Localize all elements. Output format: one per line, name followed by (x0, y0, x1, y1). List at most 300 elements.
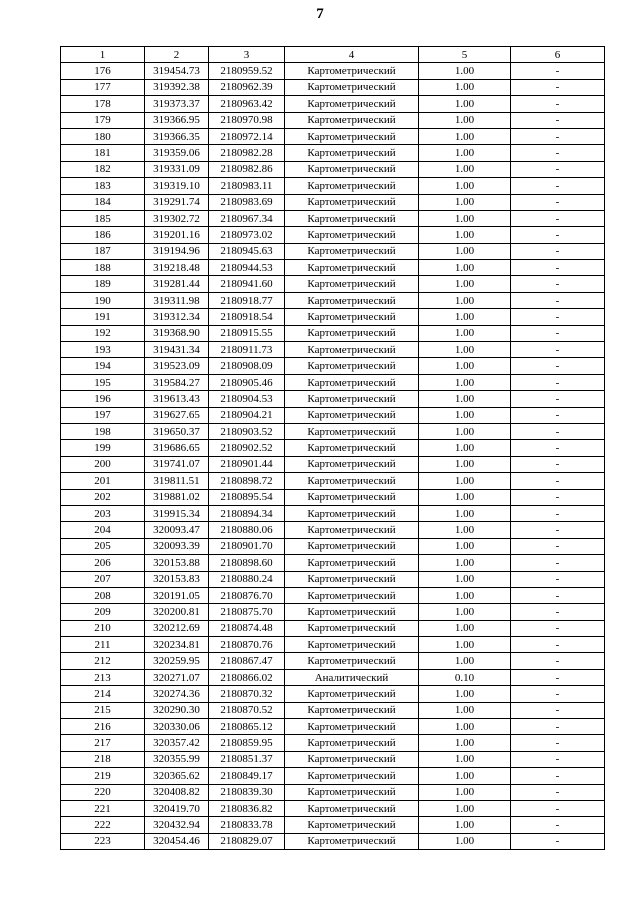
table-cell: Картометрический (285, 243, 419, 259)
table-row (61, 309, 605, 325)
table-cell: 222 (61, 817, 145, 833)
table-cell: 206 (61, 555, 145, 571)
table-cell: - (511, 784, 605, 800)
table-cell: 319311.98 (145, 292, 209, 308)
table-cell: 202 (61, 489, 145, 505)
table-row (61, 538, 605, 554)
table-cell: Картометрический (285, 538, 419, 554)
table-cell: 1.00 (419, 833, 511, 849)
table-cell: 1.00 (419, 800, 511, 816)
column-header: 3 (209, 47, 285, 63)
table-cell: 192 (61, 325, 145, 341)
table-cell: 185 (61, 210, 145, 226)
table-cell: 217 (61, 735, 145, 751)
table-row (61, 260, 605, 276)
table-cell: 2180849.17 (209, 768, 285, 784)
table-cell: 199 (61, 440, 145, 456)
table-cell: - (511, 374, 605, 390)
table-cell: 1.00 (419, 112, 511, 128)
table-row (61, 63, 605, 79)
table-cell: Картометрический (285, 800, 419, 816)
table-cell: - (511, 309, 605, 325)
table-cell: - (511, 637, 605, 653)
table-cell: Картометрический (285, 79, 419, 95)
table-cell: 189 (61, 276, 145, 292)
table-cell: 1.00 (419, 358, 511, 374)
table-cell: 2180870.32 (209, 686, 285, 702)
table-cell: 2180880.06 (209, 522, 285, 538)
table-cell: Картометрический (285, 128, 419, 144)
table-cell: 1.00 (419, 63, 511, 79)
table-cell: 182 (61, 161, 145, 177)
table-cell: Картометрический (285, 292, 419, 308)
table-cell: Картометрический (285, 309, 419, 325)
table-cell: 320093.39 (145, 538, 209, 554)
table-cell: 2180982.86 (209, 161, 285, 177)
table-cell: Картометрический (285, 587, 419, 603)
table-cell: 1.00 (419, 194, 511, 210)
table-cell: 1.00 (419, 784, 511, 800)
table-cell: - (511, 391, 605, 407)
table-cell: - (511, 669, 605, 685)
table-cell: 2180905.46 (209, 374, 285, 390)
table-cell: Картометрический (285, 735, 419, 751)
table-row (61, 227, 605, 243)
table-cell: 2180973.02 (209, 227, 285, 243)
table-cell: - (511, 833, 605, 849)
table-cell: Картометрический (285, 145, 419, 161)
table-cell: 319650.37 (145, 423, 209, 439)
table-cell: - (511, 522, 605, 538)
table-cell: 319312.34 (145, 309, 209, 325)
table-cell: 319523.09 (145, 358, 209, 374)
table-cell: Картометрический (285, 473, 419, 489)
table-cell: Картометрический (285, 227, 419, 243)
table-cell: 319454.73 (145, 63, 209, 79)
table-cell: 320408.82 (145, 784, 209, 800)
table-cell: Картометрический (285, 784, 419, 800)
table-row (61, 653, 605, 669)
table-cell: Картометрический (285, 325, 419, 341)
table-cell: 2180911.73 (209, 342, 285, 358)
table-cell: 184 (61, 194, 145, 210)
table-row (61, 440, 605, 456)
table-cell: 193 (61, 342, 145, 358)
table-cell: - (511, 112, 605, 128)
table-cell: - (511, 423, 605, 439)
table-cell: 1.00 (419, 719, 511, 735)
table-cell: 319915.34 (145, 505, 209, 521)
table-cell: 1.00 (419, 96, 511, 112)
table-cell: 1.00 (419, 292, 511, 308)
table-cell: 2180962.39 (209, 79, 285, 95)
table-cell: 319331.09 (145, 161, 209, 177)
table-cell: 2180833.78 (209, 817, 285, 833)
table-cell: 320259.95 (145, 653, 209, 669)
table-cell: 319431.34 (145, 342, 209, 358)
table-cell: - (511, 243, 605, 259)
table-cell: 0.10 (419, 669, 511, 685)
table-cell: 320271.07 (145, 669, 209, 685)
table-row (61, 473, 605, 489)
table-cell: - (511, 63, 605, 79)
table-cell: 319366.95 (145, 112, 209, 128)
table-cell: 208 (61, 587, 145, 603)
table-cell: - (511, 587, 605, 603)
table-cell: Картометрический (285, 112, 419, 128)
table-cell: 319218.48 (145, 260, 209, 276)
table-row (61, 391, 605, 407)
table-cell: 319881.02 (145, 489, 209, 505)
table-cell: 320153.88 (145, 555, 209, 571)
table-cell: 2180915.55 (209, 325, 285, 341)
table-cell: 2180865.12 (209, 719, 285, 735)
table-cell: 1.00 (419, 325, 511, 341)
table-cell: - (511, 325, 605, 341)
table-cell: Картометрический (285, 637, 419, 653)
table-cell: 320290.30 (145, 702, 209, 718)
table-cell: 2180898.60 (209, 555, 285, 571)
table-cell: Картометрический (285, 653, 419, 669)
table-cell: 187 (61, 243, 145, 259)
table-cell: Картометрический (285, 161, 419, 177)
table-cell: 1.00 (419, 505, 511, 521)
table-cell: 2180895.54 (209, 489, 285, 505)
table-cell: 319302.72 (145, 210, 209, 226)
table-cell: Картометрический (285, 522, 419, 538)
table-row (61, 243, 605, 259)
column-header: 1 (61, 47, 145, 63)
table-cell: 200 (61, 456, 145, 472)
table-row (61, 604, 605, 620)
table-cell: 1.00 (419, 817, 511, 833)
table-cell: 2180945.63 (209, 243, 285, 259)
table-cell: 2180901.44 (209, 456, 285, 472)
table-cell: - (511, 145, 605, 161)
table-cell: 1.00 (419, 276, 511, 292)
table-cell: 320093.47 (145, 522, 209, 538)
table-cell: Картометрический (285, 555, 419, 571)
table-cell: 181 (61, 145, 145, 161)
table-cell: Картометрический (285, 456, 419, 472)
table-cell: 320153.83 (145, 571, 209, 587)
table-cell: 201 (61, 473, 145, 489)
table-cell: 209 (61, 604, 145, 620)
table-cell: 319584.27 (145, 374, 209, 390)
table-cell: - (511, 440, 605, 456)
table-cell: 1.00 (419, 587, 511, 603)
page-number: 7 (316, 6, 324, 22)
table-cell: - (511, 473, 605, 489)
table-cell: Картометрический (285, 358, 419, 374)
table-cell: - (511, 292, 605, 308)
table-cell: 1.00 (419, 128, 511, 144)
table-row (61, 96, 605, 112)
table-cell: 2180904.21 (209, 407, 285, 423)
table-cell: Картометрический (285, 260, 419, 276)
table-row (61, 587, 605, 603)
table-cell: 221 (61, 800, 145, 816)
table-cell: Картометрический (285, 571, 419, 587)
table-cell: 2180963.42 (209, 96, 285, 112)
table-cell: 179 (61, 112, 145, 128)
table-cell: 2180836.82 (209, 800, 285, 816)
table-cell: - (511, 407, 605, 423)
table-cell: 1.00 (419, 489, 511, 505)
table-cell: 319194.96 (145, 243, 209, 259)
table-cell: - (511, 702, 605, 718)
table-row (61, 817, 605, 833)
table-cell: - (511, 555, 605, 571)
table-cell: - (511, 620, 605, 636)
table-cell: 1.00 (419, 473, 511, 489)
table-cell: 213 (61, 669, 145, 685)
table-cell: 2180903.52 (209, 423, 285, 439)
table-row (61, 719, 605, 735)
table-cell: 1.00 (419, 637, 511, 653)
table-cell: Картометрический (285, 489, 419, 505)
table-cell: 319627.65 (145, 407, 209, 423)
table-cell: 2180959.52 (209, 63, 285, 79)
table-row (61, 358, 605, 374)
table-row (61, 505, 605, 521)
table-cell: 1.00 (419, 423, 511, 439)
table-cell: 2180876.70 (209, 587, 285, 603)
table-cell: 212 (61, 653, 145, 669)
table-cell: 2180880.24 (209, 571, 285, 587)
table-cell: Картометрический (285, 702, 419, 718)
table-cell: 1.00 (419, 260, 511, 276)
column-header: 4 (285, 47, 419, 63)
table-cell: 2180866.02 (209, 669, 285, 685)
table-cell: 2180941.60 (209, 276, 285, 292)
table-cell: 198 (61, 423, 145, 439)
table-cell: 319201.16 (145, 227, 209, 243)
table-cell: 2180908.09 (209, 358, 285, 374)
table-cell: Картометрический (285, 391, 419, 407)
table-cell: 2180829.07 (209, 833, 285, 849)
table-cell: Картометрический (285, 342, 419, 358)
table-cell: Картометрический (285, 440, 419, 456)
table-cell: Картометрический (285, 194, 419, 210)
table-cell: - (511, 456, 605, 472)
table-cell: 1.00 (419, 374, 511, 390)
table-cell: Картометрический (285, 604, 419, 620)
table-cell: 2180898.72 (209, 473, 285, 489)
table-row (61, 342, 605, 358)
table-cell: 320274.36 (145, 686, 209, 702)
table-cell: 1.00 (419, 145, 511, 161)
table-cell: 2180944.53 (209, 260, 285, 276)
table-cell: - (511, 194, 605, 210)
table-row (61, 800, 605, 816)
table-row (61, 768, 605, 784)
table-cell: 2180970.98 (209, 112, 285, 128)
table-cell: 1.00 (419, 653, 511, 669)
table-cell: 194 (61, 358, 145, 374)
table-row (61, 276, 605, 292)
table-row (61, 784, 605, 800)
table-cell: 320357.42 (145, 735, 209, 751)
table-row (61, 112, 605, 128)
table-cell: Картометрический (285, 686, 419, 702)
table-header-row (61, 47, 605, 63)
table-cell: 1.00 (419, 571, 511, 587)
table-cell: 1.00 (419, 768, 511, 784)
table-cell: - (511, 96, 605, 112)
table-cell: 1.00 (419, 456, 511, 472)
table-body (61, 63, 605, 850)
table-row (61, 456, 605, 472)
table-cell: Картометрический (285, 63, 419, 79)
coordinates-table (60, 46, 605, 850)
table-cell: 2180967.34 (209, 210, 285, 226)
table-cell: - (511, 800, 605, 816)
table-cell: 319373.37 (145, 96, 209, 112)
table-cell: - (511, 227, 605, 243)
table-cell: 2180859.95 (209, 735, 285, 751)
table-cell: 1.00 (419, 227, 511, 243)
table-cell: 186 (61, 227, 145, 243)
table-cell: 195 (61, 374, 145, 390)
table-cell: 1.00 (419, 735, 511, 751)
table-cell: 191 (61, 309, 145, 325)
table-cell: 1.00 (419, 178, 511, 194)
table-row (61, 571, 605, 587)
table-cell: 319366.35 (145, 128, 209, 144)
table-cell: 2180875.70 (209, 604, 285, 620)
table-row (61, 407, 605, 423)
table-cell: 1.00 (419, 391, 511, 407)
column-header: 6 (511, 47, 605, 63)
table-cell: 1.00 (419, 161, 511, 177)
table-cell: - (511, 276, 605, 292)
table-row (61, 489, 605, 505)
column-header: 2 (145, 47, 209, 63)
table-cell: 320200.81 (145, 604, 209, 620)
table-cell: 1.00 (419, 538, 511, 554)
table-cell: 2180918.77 (209, 292, 285, 308)
column-header: 5 (419, 47, 511, 63)
table-cell: 1.00 (419, 555, 511, 571)
table-cell: - (511, 751, 605, 767)
table-cell: 320454.46 (145, 833, 209, 849)
table-cell: 218 (61, 751, 145, 767)
table-cell: 220 (61, 784, 145, 800)
table-cell: 2180894.34 (209, 505, 285, 521)
table-cell: 1.00 (419, 79, 511, 95)
table-cell: - (511, 161, 605, 177)
table-cell: 1.00 (419, 751, 511, 767)
table-cell: 1.00 (419, 702, 511, 718)
table-cell: 1.00 (419, 522, 511, 538)
table-row (61, 669, 605, 685)
table-cell: - (511, 538, 605, 554)
table-cell: - (511, 768, 605, 784)
table-cell: - (511, 653, 605, 669)
table-cell: Картометрический (285, 178, 419, 194)
table-cell: 319741.07 (145, 456, 209, 472)
table-cell: 180 (61, 128, 145, 144)
table-cell: 2180972.14 (209, 128, 285, 144)
table-cell: 2180870.76 (209, 637, 285, 653)
table-cell: 1.00 (419, 210, 511, 226)
table-row (61, 423, 605, 439)
table-cell: 320330.06 (145, 719, 209, 735)
table-cell: Картометрический (285, 374, 419, 390)
table-row (61, 79, 605, 95)
table-row (61, 522, 605, 538)
table-cell: 1.00 (419, 309, 511, 325)
table-cell: 196 (61, 391, 145, 407)
table-cell: 319319.10 (145, 178, 209, 194)
table-cell: - (511, 128, 605, 144)
table-cell: 2180839.30 (209, 784, 285, 800)
table-cell: Картометрический (285, 719, 419, 735)
table-cell: 319281.44 (145, 276, 209, 292)
table-cell: Картометрический (285, 423, 419, 439)
table-cell: - (511, 79, 605, 95)
table-cell: 177 (61, 79, 145, 95)
table-row (61, 325, 605, 341)
table-cell: 211 (61, 637, 145, 653)
table-cell: 319811.51 (145, 473, 209, 489)
table-cell: - (511, 342, 605, 358)
table-cell: 1.00 (419, 342, 511, 358)
table-row (61, 128, 605, 144)
table-cell: 2180904.53 (209, 391, 285, 407)
table-cell: 215 (61, 702, 145, 718)
table-cell: 197 (61, 407, 145, 423)
table-cell: - (511, 817, 605, 833)
table-cell: 2180982.28 (209, 145, 285, 161)
table-cell: - (511, 735, 605, 751)
table-row (61, 620, 605, 636)
table-cell: 1.00 (419, 407, 511, 423)
table-row (61, 145, 605, 161)
table-cell: 207 (61, 571, 145, 587)
table-cell: - (511, 210, 605, 226)
table-cell: 223 (61, 833, 145, 849)
table-cell: 320191.05 (145, 587, 209, 603)
table-cell: 2180867.47 (209, 653, 285, 669)
table-cell: 205 (61, 538, 145, 554)
table-cell: 319291.74 (145, 194, 209, 210)
table-cell: - (511, 571, 605, 587)
table-row (61, 178, 605, 194)
table-cell: Картометрический (285, 833, 419, 849)
table-cell: 214 (61, 686, 145, 702)
table-row (61, 292, 605, 308)
table-row (61, 735, 605, 751)
table-cell: Картометрический (285, 768, 419, 784)
table-row (61, 374, 605, 390)
table-cell: 210 (61, 620, 145, 636)
table-cell: 320355.99 (145, 751, 209, 767)
table-cell: Картометрический (285, 96, 419, 112)
table-cell: 319613.43 (145, 391, 209, 407)
table-row (61, 161, 605, 177)
table-cell: Картометрический (285, 817, 419, 833)
table-row (61, 686, 605, 702)
table-row (61, 555, 605, 571)
table-cell: 2180851.37 (209, 751, 285, 767)
table-cell: Аналитический (285, 669, 419, 685)
table-cell: 320419.70 (145, 800, 209, 816)
table-cell: 2180983.11 (209, 178, 285, 194)
table-cell: 2180870.52 (209, 702, 285, 718)
table-cell: 178 (61, 96, 145, 112)
